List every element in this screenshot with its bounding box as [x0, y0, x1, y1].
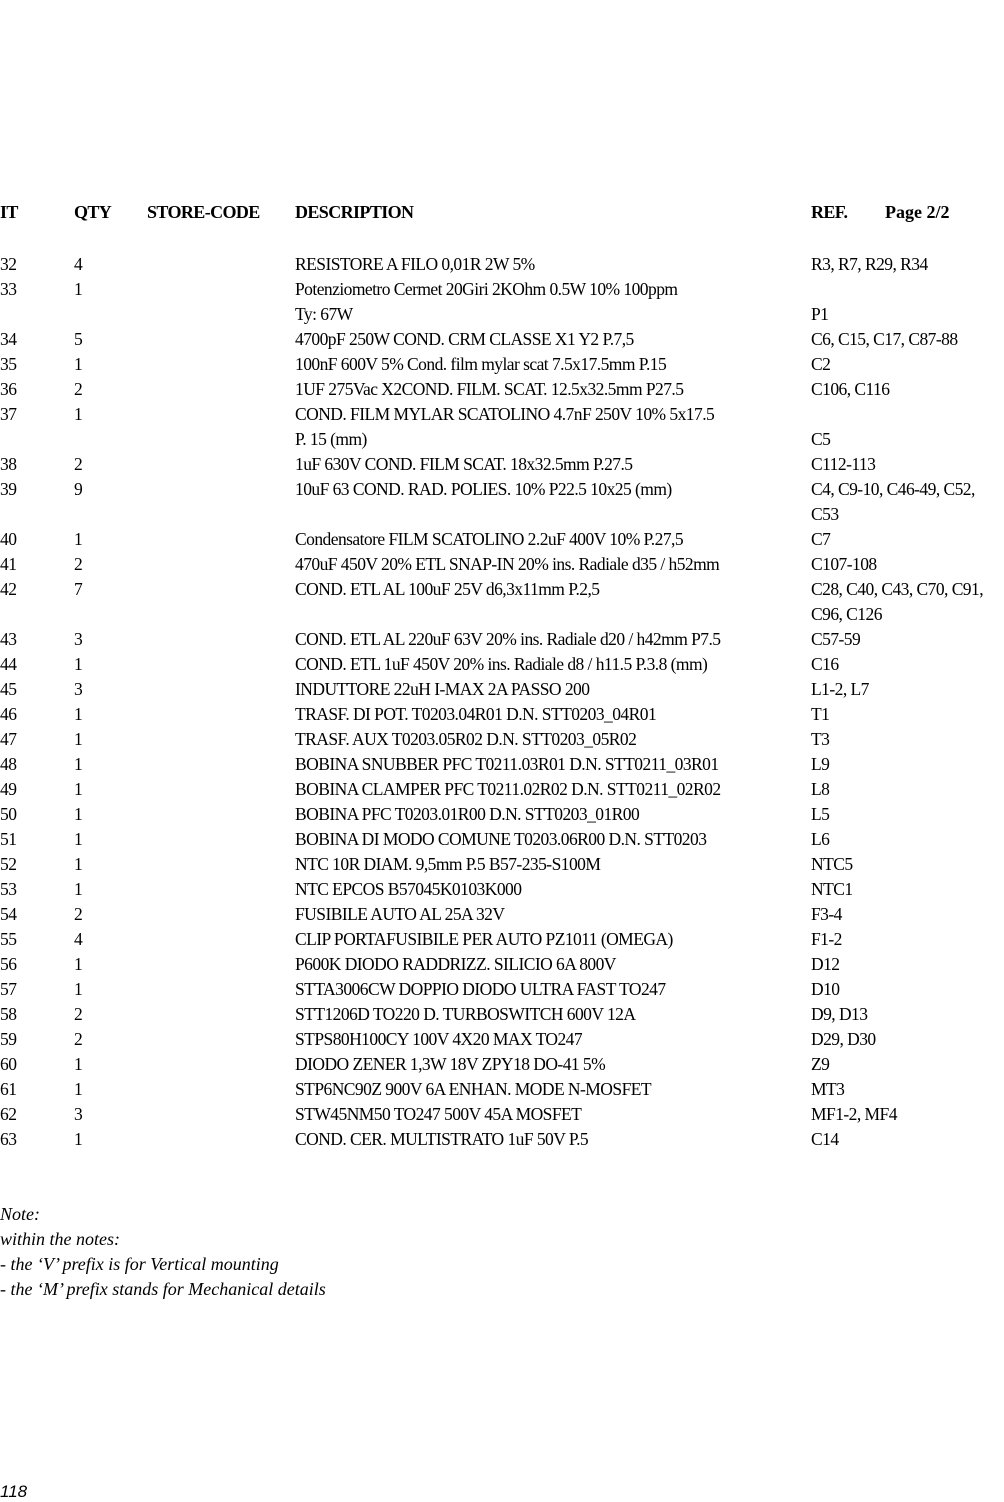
cell-description: STPS80H100CY 100V 4X20 MAX TO247	[295, 1029, 583, 1049]
table-row	[0, 802, 1004, 827]
cell-it: 58	[0, 1004, 17, 1024]
cell-it: 32	[0, 254, 17, 274]
table-row	[0, 777, 1004, 802]
cell-qty: 1	[74, 879, 83, 899]
cell-it: 60	[0, 1054, 17, 1074]
cell-qty: 1	[74, 404, 83, 424]
header-it: IT	[0, 202, 18, 222]
cell-qty: 3	[74, 629, 83, 649]
table-header	[0, 202, 1004, 228]
table-row	[0, 902, 1004, 927]
table-row	[0, 302, 1004, 327]
cell-description: STW45NM50 TO247 500V 45A MOSFET	[295, 1104, 582, 1124]
cell-it: 61	[0, 1079, 17, 1099]
header-store-code: STORE-CODE	[147, 202, 260, 222]
table-row	[0, 977, 1004, 1002]
table-row	[0, 502, 1004, 527]
cell-ref: C53	[811, 504, 839, 524]
table-row	[0, 702, 1004, 727]
cell-it: 42	[0, 579, 17, 599]
cell-qty: 2	[74, 904, 83, 924]
cell-qty: 1	[74, 954, 83, 974]
cell-description: INDUTTORE 22uH I-MAX 2A PASSO 200	[295, 679, 590, 699]
cell-it: 43	[0, 629, 17, 649]
cell-qty: 1	[74, 1079, 83, 1099]
cell-it: 50	[0, 804, 17, 824]
cell-ref: D10	[811, 979, 840, 999]
cell-qty: 1	[74, 1054, 83, 1074]
cell-it: 54	[0, 904, 17, 924]
cell-ref: C57-59	[811, 629, 861, 649]
notes-title: Note:	[0, 1204, 40, 1224]
cell-ref: F3-4	[811, 904, 842, 924]
cell-it: 39	[0, 479, 17, 499]
table-row	[0, 727, 1004, 752]
cell-ref: R3, R7, R29, R34	[811, 254, 928, 274]
cell-qty: 1	[74, 979, 83, 999]
table-row	[0, 1077, 1004, 1102]
cell-description: Condensatore FILM SCATOLINO 2.2uF 400V 10% P.27,5	[295, 529, 684, 549]
cell-description: NTC 10R DIAM. 9,5mm P.5 B57-235-S100M	[295, 854, 601, 874]
cell-ref: NTC5	[811, 854, 853, 874]
table-row	[0, 677, 1004, 702]
cell-qty: 9	[74, 479, 83, 499]
table-row	[0, 1027, 1004, 1052]
cell-it: 33	[0, 279, 17, 299]
table-row	[0, 852, 1004, 877]
cell-qty: 1	[74, 854, 83, 874]
cell-ref: F1-2	[811, 929, 842, 949]
table-row	[0, 1102, 1004, 1127]
cell-ref: C7	[811, 529, 831, 549]
cell-description: BOBINA DI MODO COMUNE T0203.06R00 D.N. STT0203	[295, 829, 707, 849]
table-row	[0, 527, 1004, 552]
table-row	[0, 827, 1004, 852]
cell-ref: C6, C15, C17, C87-88	[811, 329, 958, 349]
cell-it: 63	[0, 1129, 17, 1149]
table-row	[0, 452, 1004, 477]
cell-it: 34	[0, 329, 17, 349]
cell-description: COND. ETL AL 220uF 63V 20% ins. Radiale d20 / h42mm P7.5	[295, 629, 721, 649]
cell-description: Potenziometro Cermet 20Giri 2KOhm 0.5W 10% 100ppm	[295, 279, 678, 299]
cell-description: COND. ETL 1uF 450V 20% ins. Radiale d8 / h11.5 P.3.8 (mm)	[295, 654, 708, 674]
cell-qty: 2	[74, 1004, 83, 1024]
cell-description: DIODO ZENER 1,3W 18V ZPY18 DO-41 5%	[295, 1054, 606, 1074]
cell-ref: C107-108	[811, 554, 877, 574]
table-row	[0, 1052, 1004, 1077]
cell-description: TRASF. AUX T0203.05R02 D.N. STT0203_05R02	[295, 729, 637, 749]
cell-description: CLIP PORTAFUSIBILE PER AUTO PZ1011 (OMEGA)	[295, 929, 673, 949]
cell-qty: 4	[74, 929, 83, 949]
table-row	[0, 1002, 1004, 1027]
cell-ref: D12	[811, 954, 840, 974]
cell-ref: C28, C40, C43, C70, C91,	[811, 579, 984, 599]
cell-ref: Z9	[811, 1054, 830, 1074]
cell-qty: 1	[74, 354, 83, 374]
cell-it: 45	[0, 679, 17, 699]
cell-description: BOBINA PFC T0203.01R00 D.N. STT0203_01R00	[295, 804, 640, 824]
cell-qty: 1	[74, 804, 83, 824]
cell-qty: 2	[74, 1029, 83, 1049]
cell-ref: C112-113	[811, 454, 876, 474]
cell-qty: 2	[74, 454, 83, 474]
cell-description: 1uF 630V COND. FILM SCAT. 18x32.5mm P.27.5	[295, 454, 633, 474]
table-row	[0, 352, 1004, 377]
cell-it: 40	[0, 529, 17, 549]
cell-it: 41	[0, 554, 17, 574]
cell-ref: T1	[811, 704, 830, 724]
cell-it: 59	[0, 1029, 17, 1049]
cell-ref: NTC1	[811, 879, 853, 899]
cell-ref: L8	[811, 779, 830, 799]
cell-qty: 5	[74, 329, 83, 349]
cell-description: STT1206D TO220 D. TURBOSWITCH 600V 12A	[295, 1004, 636, 1024]
cell-it: 56	[0, 954, 17, 974]
cell-ref: C96, C126	[811, 604, 882, 624]
table-row	[0, 277, 1004, 302]
cell-ref: D29, D30	[811, 1029, 876, 1049]
table-row	[0, 627, 1004, 652]
page-number: 118	[0, 1482, 28, 1501]
cell-description: FUSIBILE AUTO AL 25A 32V	[295, 904, 505, 924]
cell-description: COND. FILM MYLAR SCATOLINO 4.7nF 250V 10% 5x17.5	[295, 404, 715, 424]
table-row	[0, 477, 1004, 502]
cell-ref: C106, C116	[811, 379, 890, 399]
cell-it: 55	[0, 929, 17, 949]
notes-block	[0, 1202, 326, 1302]
cell-ref: T3	[811, 729, 830, 749]
cell-it: 52	[0, 854, 17, 874]
cell-it: 49	[0, 779, 17, 799]
cell-qty: 4	[74, 254, 83, 274]
cell-ref: MT3	[811, 1079, 845, 1099]
cell-qty: 3	[74, 679, 83, 699]
cell-ref: L1-2, L7	[811, 679, 869, 699]
cell-description: 4700pF 250W COND. CRM CLASSE X1 Y2 P.7,5	[295, 329, 634, 349]
cell-it: 37	[0, 404, 17, 424]
cell-description: 100nF 600V 5% Cond. film mylar scat 7.5x17.5mm P.15	[295, 354, 667, 374]
cell-description: TRASF. DI POT. T0203.04R01 D.N. STT0203_04R01	[295, 704, 657, 724]
table-body	[0, 252, 1004, 1152]
table-row	[0, 252, 1004, 277]
cell-description: NTC EPCOS B57045K0103K000	[295, 879, 522, 899]
cell-ref: C5	[811, 429, 831, 449]
cell-qty: 1	[74, 704, 83, 724]
cell-description: STTA3006CW DOPPIO DIODO ULTRA FAST TO247	[295, 979, 666, 999]
table-row	[0, 752, 1004, 777]
cell-description: COND. ETL AL 100uF 25V d6,3x11mm P.2,5	[295, 579, 600, 599]
table-row	[0, 427, 1004, 452]
table-row	[0, 952, 1004, 977]
header-qty: QTY	[74, 202, 112, 222]
table-row	[0, 602, 1004, 627]
table-row	[0, 402, 1004, 427]
cell-it: 38	[0, 454, 17, 474]
table-row	[0, 652, 1004, 677]
cell-it: 44	[0, 654, 17, 674]
cell-ref: C16	[811, 654, 839, 674]
cell-qty: 1	[74, 279, 83, 299]
cell-it: 53	[0, 879, 17, 899]
cell-ref: L6	[811, 829, 830, 849]
cell-qty: 2	[74, 554, 83, 574]
cell-qty: 1	[74, 829, 83, 849]
cell-qty: 3	[74, 1104, 83, 1124]
table-row	[0, 877, 1004, 902]
cell-ref: MF1-2, MF4	[811, 1104, 897, 1124]
cell-ref: L5	[811, 804, 830, 824]
cell-ref: C2	[811, 354, 831, 374]
cell-description: 470uF 450V 20% ETL SNAP-IN 20% ins. Radiale d35 / h52mm	[295, 554, 720, 574]
cell-description: RESISTORE A FILO 0,01R 2W 5%	[295, 254, 535, 274]
cell-it: 62	[0, 1104, 17, 1124]
cell-description: 1UF 275Vac X2COND. FILM. SCAT. 12.5x32.5mm P27.5	[295, 379, 684, 399]
table-row	[0, 577, 1004, 602]
cell-qty: 2	[74, 379, 83, 399]
cell-description: P600K DIODO RADDRIZZ. SILICIO 6A 800V	[295, 954, 616, 974]
table-row	[0, 377, 1004, 402]
cell-ref: L9	[811, 754, 830, 774]
cell-ref: P1	[811, 304, 829, 324]
cell-ref: C14	[811, 1129, 839, 1149]
cell-it: 47	[0, 729, 17, 749]
cell-it: 46	[0, 704, 17, 724]
cell-qty: 1	[74, 729, 83, 749]
cell-it: 51	[0, 829, 17, 849]
cell-qty: 7	[74, 579, 83, 599]
cell-description: BOBINA CLAMPER PFC T0211.02R02 D.N. STT0211_02R02	[295, 779, 721, 799]
cell-description: Ty: 67W	[295, 304, 353, 324]
cell-it: 48	[0, 754, 17, 774]
cell-description: BOBINA SNUBBER PFC T0211.03R01 D.N. STT0211_03R01	[295, 754, 719, 774]
cell-description: P. 15 (mm)	[295, 429, 367, 449]
table-row	[0, 1127, 1004, 1152]
table-row	[0, 552, 1004, 577]
header-ref: REF.	[811, 202, 848, 222]
notes-line: within the notes:	[0, 1229, 120, 1249]
cell-it: 36	[0, 379, 17, 399]
table-row	[0, 327, 1004, 352]
header-description: DESCRIPTION	[295, 202, 414, 222]
cell-it: 35	[0, 354, 17, 374]
cell-ref: D9, D13	[811, 1004, 868, 1024]
cell-description: COND. CER. MULTISTRATO 1uF 50V P.5	[295, 1129, 589, 1149]
cell-it: 57	[0, 979, 17, 999]
page-indicator: Page 2/2	[885, 202, 950, 222]
notes-line: - the ‘M’ prefix stands for Mechanical details	[0, 1279, 326, 1299]
cell-qty: 1	[74, 779, 83, 799]
cell-description: STP6NC90Z 900V 6A ENHAN. MODE N-MOSFET	[295, 1079, 652, 1099]
cell-ref: C4, C9-10, C46-49, C52,	[811, 479, 975, 499]
cell-qty: 1	[74, 1129, 83, 1149]
cell-description: 10uF 63 COND. RAD. POLIES. 10% P22.5 10x25 (mm)	[295, 479, 672, 499]
cell-qty: 1	[74, 529, 83, 549]
table-row	[0, 927, 1004, 952]
cell-qty: 1	[74, 654, 83, 674]
cell-qty: 1	[74, 754, 83, 774]
notes-line: - the ‘V’ prefix is for Vertical mounting	[0, 1254, 279, 1274]
